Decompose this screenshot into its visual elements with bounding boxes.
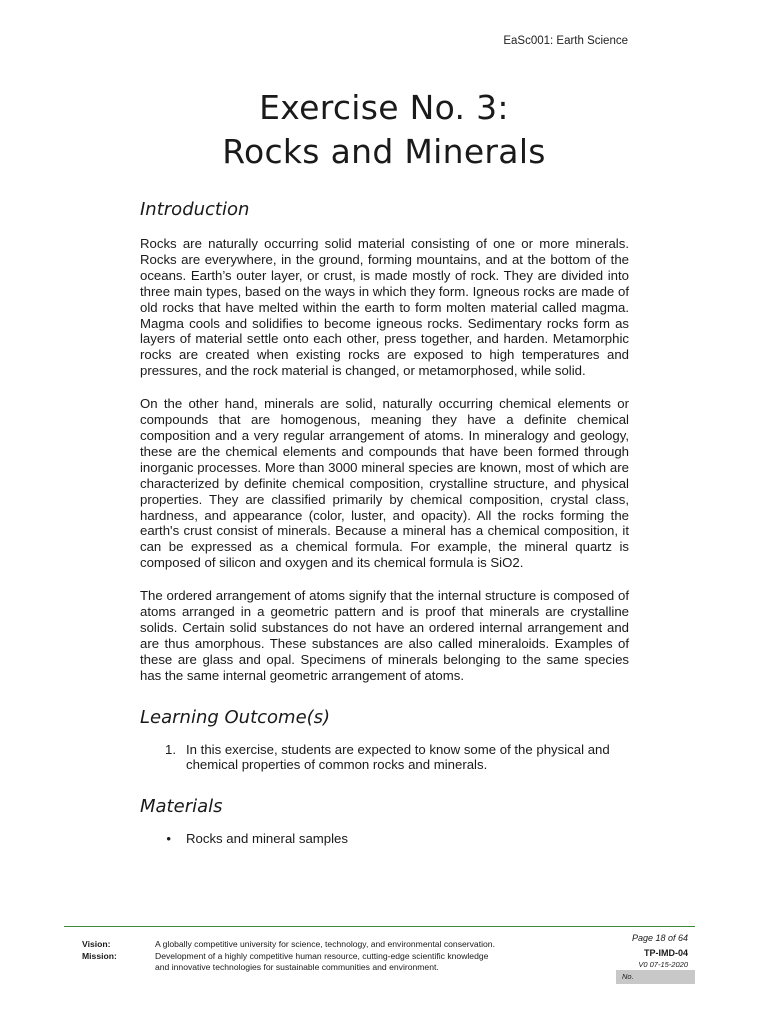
introduction-heading: Introduction bbox=[140, 199, 250, 220]
materials-heading: Materials bbox=[140, 796, 223, 818]
learning-outcomes-section bbox=[140, 706, 629, 774]
intro-paragraph-1: Rocks are naturally occurring solid material consisting of one or more minerals. Rocks are everywhere, in the ground, forming mountains, and at the bottom of the oceans. Earth’s outer layer, or crust, is made mostly of rock. They are divided into three main types, based on the ways in which they form. Igneous rocks are made of old rocks that have melted within the earth to form molten material called magma. Magma cools and solidifies to become igneous rocks. Sedimentary rocks form as layers of material settle onto each other, press together, and harden. Metamorphic rocks are created when existing rocks are exposed to high temperatures and pressures, and the rock material is changed, or metamorphosed, while solid. bbox=[140, 236, 629, 379]
list-item bbox=[140, 831, 629, 847]
mission-text-line-1: Development of a highly competitive human resource, cutting-edge scientific knowledge bbox=[155, 950, 489, 961]
page-footer bbox=[82, 931, 695, 991]
materials-section bbox=[140, 795, 629, 847]
document-number-box: No. bbox=[616, 970, 695, 984]
document-version: V0 07-15-2020 bbox=[638, 960, 688, 969]
list-item bbox=[140, 742, 629, 774]
learning-outcomes-heading: Learning Outcome(s) bbox=[140, 706, 331, 728]
list-item-text: Rocks and mineral samples bbox=[186, 831, 348, 847]
list-item-text: In this exercise, students are expected to know some of the physical and chemical properties of common rocks and minerals. bbox=[186, 741, 610, 773]
mission-label: Mission: bbox=[82, 950, 117, 961]
bullet-icon: • bbox=[166, 831, 171, 847]
list-item-number: 1. bbox=[165, 741, 176, 757]
title-line-2: Rocks and Minerals bbox=[222, 132, 546, 171]
document-code: TP-IMD-04 bbox=[643, 948, 688, 958]
footer-labels bbox=[82, 939, 117, 962]
footer-divider bbox=[64, 926, 695, 927]
vision-label: Vision: bbox=[82, 939, 111, 949]
page-title bbox=[0, 86, 768, 174]
intro-paragraph-2: On the other hand, minerals are solid, naturally occurring chemical elements or compounds that are homogenous, meaning they have a definite chemical composition and a very regular arrangement of atoms. In mineralogy and geology, these are the chemical elements and compounds that have been formed through inorganic processes. More than 3000 mineral species are known, most of which are characterized by definite chemical composition, crystalline structure, and physical properties. They are classified primarily by chemical composition, crystal class, hardness, and appearance (color, luster, and opacity). All the rocks forming the earth's crust consist of minerals. Because a mineral has a chemical composition, it can be expressed as a chemical formula. For example, the mineral quartz is composed of silicon and oxygen and its chemical formula is SiO2. bbox=[140, 396, 629, 571]
title-line-1: Exercise No. 3: bbox=[259, 88, 509, 127]
footer-statements bbox=[155, 939, 575, 974]
footer-document-info bbox=[598, 931, 688, 970]
main-content bbox=[140, 198, 629, 847]
vision-text: A globally competitive university for science, technology, and environmental conservation. bbox=[155, 939, 495, 949]
page-number: Page 18 of 64 bbox=[631, 933, 688, 943]
mission-text-line-2: and innovative technologies for sustainable communities and environment. bbox=[155, 962, 439, 972]
page-header-course: EaSc001: Earth Science bbox=[503, 35, 628, 47]
introduction-section bbox=[140, 198, 629, 684]
intro-paragraph-3: The ordered arrangement of atoms signify that the internal structure is composed of atoms arranged in a geometric pattern and is proof that minerals are crystalline solids. Certain solid substances do not have an ordered internal arrangement and are thus amorphous. These substances are also called mineraloids. Examples of these are glass and opal. Specimens of minerals belonging to the same species has the same internal geometric arrangement of atoms. bbox=[140, 588, 629, 683]
learning-outcomes-list bbox=[140, 742, 629, 774]
materials-list bbox=[140, 831, 629, 847]
